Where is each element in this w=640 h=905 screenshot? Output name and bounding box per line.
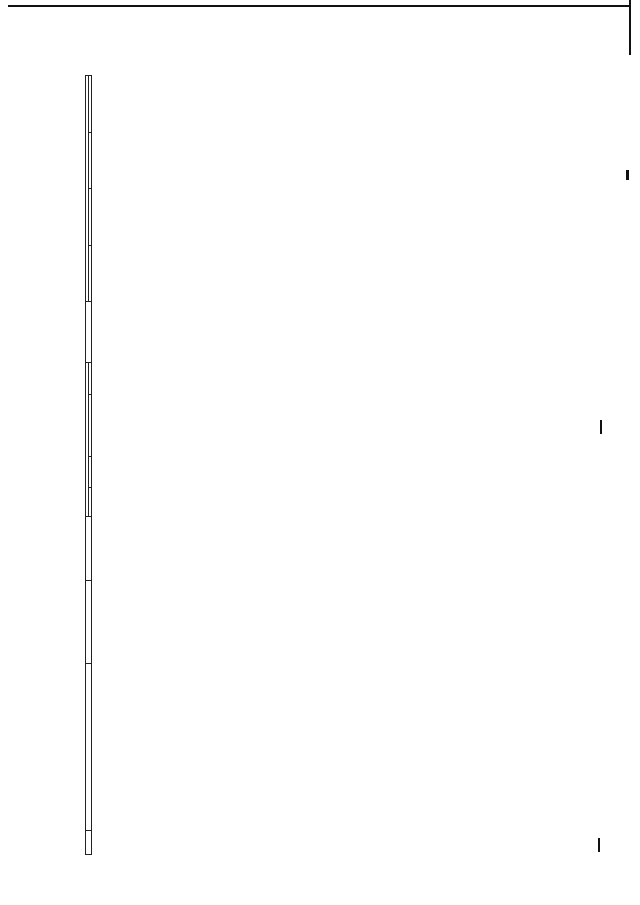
col-rzpr bbox=[89, 456, 92, 487]
col-2020 bbox=[89, 76, 92, 133]
col-csr bbox=[89, 394, 92, 456]
col-grbs bbox=[89, 487, 92, 516]
col-executor bbox=[86, 580, 92, 663]
col-name bbox=[86, 664, 92, 830]
col-total bbox=[86, 302, 92, 363]
col-2019 bbox=[89, 132, 92, 189]
col-2017 bbox=[89, 245, 92, 302]
col-no bbox=[86, 830, 92, 854]
col-2018 bbox=[89, 189, 92, 246]
col-source bbox=[86, 516, 92, 580]
budget-table bbox=[85, 75, 92, 855]
budget-table-rotated bbox=[85, 75, 595, 855]
col-vr bbox=[89, 363, 92, 394]
